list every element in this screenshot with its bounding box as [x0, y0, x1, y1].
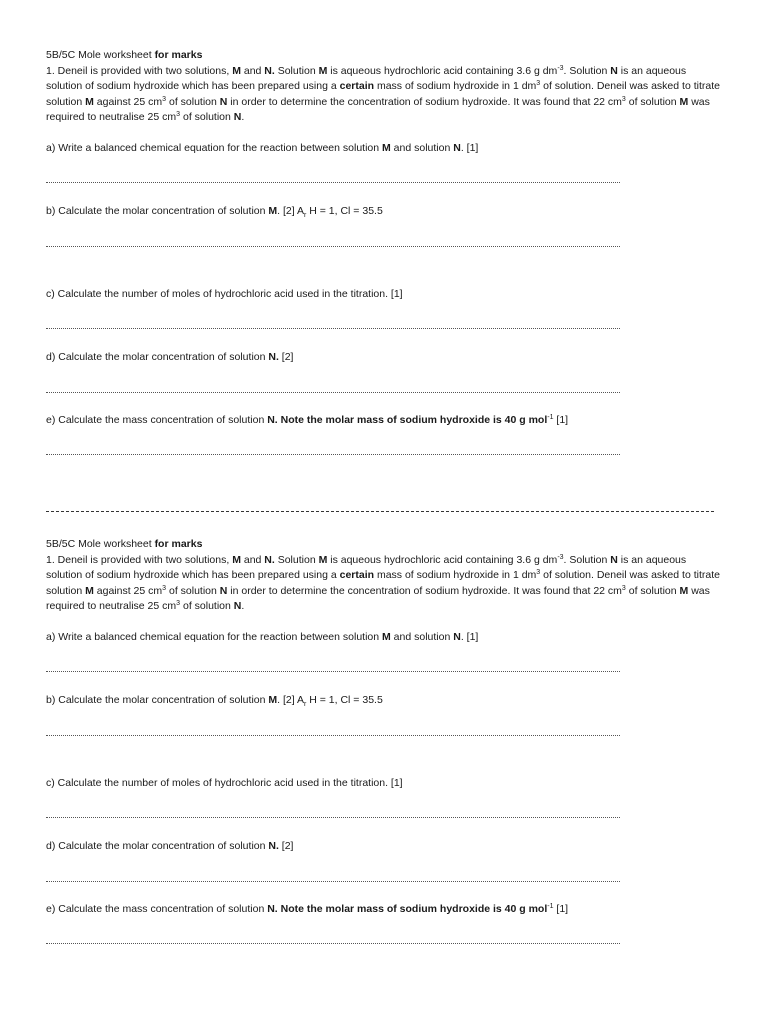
question-d: d) Calculate the molar concentration of solution N. [2] [46, 840, 294, 852]
title-suffix: for marks [154, 49, 203, 61]
question-b: b) Calculate the molar concentration of solution M. [2] $A_r$ H = 1, Cl = 35.5 [46, 205, 383, 220]
answer-line-e[interactable] [46, 454, 620, 455]
question-e: e) Calculate the mass concentration of solution N. Note the molar mass of sodium hydroxide is 40 g mol$^{-1}$ [1] [46, 413, 569, 426]
worksheet-title [46, 48, 720, 64]
question-a: a) Write a balanced chemical equation for the reaction between solution M and solution N. [1] [46, 630, 479, 643]
title-prefix: 5B/5C Mole worksheet [46, 538, 152, 550]
answer-line-d[interactable] [46, 392, 620, 393]
question-c: c) Calculate the number of moles of hydrochloric acid used in the titration. [1] [46, 287, 403, 300]
question-d: d) Calculate the molar concentration of solution N. [2] [46, 351, 294, 363]
worksheet-copy-1 [46, 48, 720, 455]
question-1-intro: 1. Deneil is provided with two solutions, M and N. Solution M is aqueous hydrochloric acid containing 3.6 g $dm^{-3}$. Solution N is an aqueous solution of sodium hydroxide which has been prepared using a certain mass of sodium hydroxide in 1 $dm^3$ of solution. Deneil was asked to titrate solution M against 25 $cm^3$ of solution N in order to determine the concentration of sodium hydroxide. It was found that 22 $cm^3$ of solution M was required to neutralise 25 $cm^3$ of solution N. [46, 553, 720, 612]
worksheet-copy-2 [46, 537, 720, 944]
title-prefix: 5B/5C Mole worksheet [46, 49, 152, 61]
answer-line-e[interactable] [46, 943, 620, 944]
answer-line-c[interactable] [46, 328, 620, 329]
answer-line-d[interactable] [46, 881, 620, 882]
question-c: c) Calculate the number of moles of hydrochloric acid used in the titration. [1] [46, 776, 403, 789]
cut-line-divider [46, 511, 714, 512]
question-b: b) Calculate the molar concentration of solution M. [2] $A_r$ H = 1, Cl = 35.5 [46, 694, 383, 709]
answer-line-c[interactable] [46, 817, 620, 818]
question-a: a) Write a balanced chemical equation for the reaction between solution M and solution N. [1] [46, 141, 479, 154]
title-suffix: for marks [154, 538, 203, 550]
answer-line-b[interactable] [46, 246, 620, 247]
answer-line-b[interactable] [46, 735, 620, 736]
question-e: e) Calculate the mass concentration of solution N. Note the molar mass of sodium hydroxide is 40 g mol$^{-1}$ [1] [46, 902, 569, 915]
answer-line-a[interactable] [46, 182, 620, 183]
question-1-intro: 1. Deneil is provided with two solutions, M and N. Solution M is aqueous hydrochloric acid containing 3.6 g $dm^{-3}$. Solution N is an aqueous solution of sodium hydroxide which has been prepared using a certain mass of sodium hydroxide in 1 $dm^3$ of solution. Deneil was asked to titrate solution M against 25 $cm^3$ of solution N in order to determine the concentration of sodium hydroxide. It was found that 22 $cm^3$ of solution M was required to neutralise 25 $cm^3$ of solution N. [46, 64, 720, 123]
worksheet-title [46, 537, 720, 553]
answer-line-a[interactable] [46, 671, 620, 672]
